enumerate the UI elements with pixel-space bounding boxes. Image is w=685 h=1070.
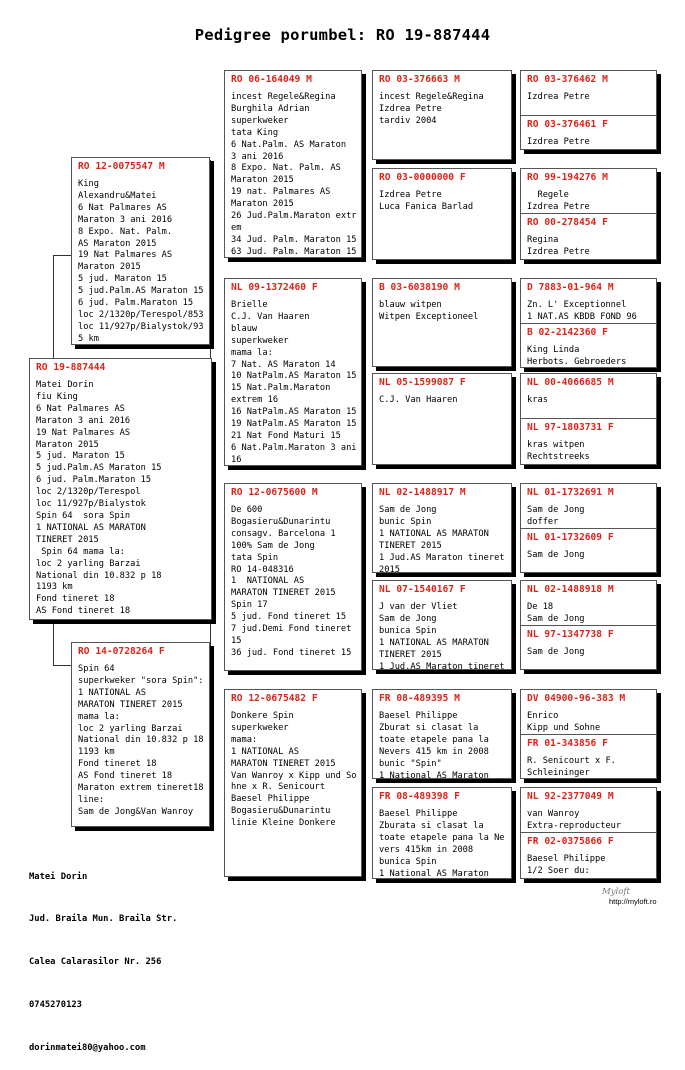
grandparent-card-2-line: 15 Nat.Palm.Maraton: [231, 383, 331, 394]
great-great-grandparents-1-male-ring[interactable]: RO 03-376462 M: [527, 74, 608, 85]
great-grandparent-card-8-line: bunica Spin: [379, 856, 437, 867]
great-grandparent-card-6-line: Sam de Jong: [379, 613, 437, 624]
grandparent-card-3-line: RO 14-048316: [231, 564, 294, 575]
owner-phone: 0745270123: [29, 1000, 82, 1011]
great-grandparent-card-6-ring[interactable]: NL 07-1540167 F: [379, 584, 466, 595]
grandparent-card-2-line: extrem 16: [231, 395, 279, 406]
great-great-grandparents-8-male: [521, 788, 656, 832]
great-grandparent-card-7: [372, 689, 512, 779]
great-great-grandparents-7-female-details: [521, 756, 656, 779]
grandparent-card-3-line: De 600: [231, 505, 263, 515]
subject-card-details: [30, 380, 211, 618]
great-great-grandparents-8-female-line: Baesel Philippe: [527, 854, 606, 864]
great-grandparent-card-4-details: [373, 395, 511, 407]
great-grandparent-card-4-ring[interactable]: NL 05-1599087 F: [379, 377, 466, 388]
great-grandparent-card-5-line: Sam de Jong: [379, 505, 437, 515]
great-great-grandparents-7-female-ring[interactable]: FR 01-343856 F: [527, 738, 608, 749]
connector-father-gp: [210, 160, 223, 360]
great-great-grandparents-4-female-line: Rechtstreeks: [527, 451, 590, 462]
grandparent-card-1-line: 34 Jud. Palm. Maraton 15: [231, 234, 357, 245]
great-grandparent-card-3-line: blauw witpen: [379, 300, 442, 310]
page-title: Pedigree porumbel: RO 19-887444: [194, 26, 491, 44]
great-grandparent-card-1-line: Izdrea Petre: [379, 103, 442, 114]
great-grandparent-card-2-line: Luca Fanica Barlad: [379, 201, 474, 212]
mother-card-line: Sam de Jong&Van Wanroy: [78, 806, 194, 817]
great-great-grandparents-6-female: [521, 626, 656, 659]
grandparent-card-2-line: 19 NatPalm.AS Maraton 15: [231, 419, 357, 430]
grandparent-card-4-line: Baesel Philippe: [231, 794, 310, 805]
mother-card-line: superkweker "sora Spin":: [78, 675, 204, 686]
grandparent-card-1-line: 19 nat. Palmares AS: [231, 187, 331, 198]
great-grandparent-card-5-line: bunic Spin: [379, 516, 432, 527]
great-great-grandparents-1-male-line: Izdrea Petre: [527, 92, 590, 102]
grandparent-card-2: [224, 278, 362, 466]
mother-card-line: MARATON TINERET 2015: [78, 699, 183, 710]
great-great-grandparents-7-female: [521, 735, 656, 779]
mother-card-line: Fond tineret 18: [78, 759, 157, 770]
grandparent-card-2-line: superkweker: [231, 335, 289, 346]
great-great-grandparents-3-female-details: [521, 345, 656, 368]
great-great-grandparents-7-male-details: [521, 711, 656, 735]
father-card-details: [72, 179, 209, 345]
father-card-line: Maraton 2015: [78, 262, 141, 273]
subject-card-line: 6 jud. Palm.Maraton 15: [36, 475, 152, 486]
great-great-grandparents-2-male-line: Regele: [527, 190, 569, 200]
great-great-grandparents-5-male-line: doffer: [527, 516, 559, 527]
grandparent-card-1-details: [225, 92, 361, 258]
great-grandparent-card-1: [372, 70, 512, 160]
great-great-grandparents-2-female-ring[interactable]: RO 00-278454 F: [527, 217, 608, 228]
great-great-grandparents-3-female-line: King Linda: [527, 345, 580, 355]
great-great-grandparents-5-female: [521, 529, 656, 562]
great-grandparent-card-5-details: [373, 505, 511, 573]
subject-card-line: Matei Dorin: [36, 380, 94, 390]
mother-card-line: AS Fond tineret 18: [78, 771, 173, 782]
grandparent-card-2-line: blauw: [231, 323, 258, 334]
subject-card-line: 1 NATIONAL AS MARATON: [36, 522, 146, 533]
great-great-grandparents-5-female-line: Sam de Jong: [527, 550, 585, 560]
grandparent-card-1-line: 8 Expo. Nat. Palm. AS: [231, 163, 341, 174]
great-great-grandparents-5-female-ring[interactable]: NL 01-1732609 F: [527, 532, 614, 543]
great-great-grandparents-4-female: [521, 419, 656, 464]
great-great-grandparents-7-female-line: R. Senicourt x F.: [527, 756, 616, 766]
grandparent-card-2-line: Brielle: [231, 300, 268, 310]
mother-card-details: [72, 664, 209, 819]
grandparent-card-2-ring[interactable]: NL 09-1372460 F: [231, 282, 318, 293]
mother-card: [71, 642, 210, 827]
grandparent-card-1-line: 63 Jud. Palm. Maraton 15: [231, 246, 357, 257]
grandparent-card-4-details: [225, 711, 361, 830]
great-great-grandparents-8-male-line: van Wanroy: [527, 809, 580, 819]
grandparent-card-1-line: 6 Nat.Palm. AS Maraton: [231, 139, 347, 150]
great-grandparent-card-6-line: bunica Spin: [379, 625, 437, 636]
grandparent-card-1-line: em: [231, 222, 242, 233]
great-great-grandparents-7-male-line: Enrico: [527, 711, 559, 721]
father-card-line: Maraton 3 ani 2016: [78, 214, 173, 225]
subject-card-ring[interactable]: RO 19-887444: [36, 362, 106, 373]
great-grandparent-card-8-details: [373, 809, 511, 879]
grandparent-card-4-line: linie Kleine Donkere: [231, 818, 336, 829]
grandparent-card-1-line: Maraton 2015: [231, 199, 294, 210]
great-grandparent-card-5-line: TINERET 2015: [379, 540, 442, 551]
father-card-line: King: [78, 179, 99, 189]
great-grandparent-card-5-line: 1 Jud.AS Maraton tineret: [379, 552, 505, 563]
subject-card-line: loc 2/1320p/Terespol: [36, 487, 141, 498]
great-great-grandparents-3-female: [521, 324, 656, 368]
father-card-line: 5 jud. Maraton 15: [78, 274, 167, 285]
great-grandparent-card-8-line: Zburata si clasat la: [379, 820, 484, 831]
great-great-grandparents-1: [520, 70, 657, 150]
great-great-grandparents-3-male-details: [521, 300, 656, 324]
subject-card-line: 1193 km: [36, 582, 73, 593]
grandparent-card-1-line: 26 Jud.Palm.Maraton extr: [231, 211, 357, 222]
great-great-grandparents-5-male: [521, 484, 656, 528]
mother-card-line: National din 10.832 p 18: [78, 735, 204, 746]
great-great-grandparents-4-male-ring[interactable]: NL 00-4066685 M: [527, 377, 614, 388]
owner-contact: [29, 841, 177, 1070]
father-card-line: loc 2/1320p/Terespol/853: [78, 309, 204, 320]
great-great-grandparents-2-male-details: [521, 190, 656, 214]
great-great-grandparents-8-male-details: [521, 809, 656, 833]
subject-card-line: National din 10.832 p 18: [36, 570, 162, 581]
great-grandparent-card-8-ring[interactable]: FR 08-489398 F: [379, 791, 460, 802]
grandparent-card-2-line: mama la:: [231, 347, 273, 358]
great-great-grandparents-2-male-line: Izdrea Petre: [527, 201, 590, 212]
great-grandparent-card-8-line: toate etapele pana la Ne: [379, 832, 505, 843]
great-grandparent-card-7-line: 1 National AS Maraton: [379, 770, 489, 779]
grandparent-card-3-line: 5 jud. Fond tineret 15: [231, 612, 347, 623]
great-great-grandparents-4: [520, 373, 657, 465]
great-grandparent-card-5-line: 1 NATIONAL AS MARATON: [379, 528, 489, 539]
grandparent-card-4-line: hne x R. Senicourt: [231, 782, 326, 793]
owner-email: dorinmatei80@yahoo.com: [29, 1043, 146, 1054]
great-grandparent-card-7-line: Zburat si clasat la: [379, 722, 479, 733]
great-great-grandparents-8-female-details: [521, 854, 656, 878]
great-grandparent-card-8-line: Baesel Philippe: [379, 809, 458, 819]
great-great-grandparents-3-male-line: Zn. L' Exceptionnel: [527, 300, 627, 310]
subject-card-line: Fond tineret 18: [36, 594, 115, 605]
great-grandparent-card-5-line: 2015: [379, 564, 400, 573]
father-card-line: 8 Expo. Nat. Palm.: [78, 226, 173, 237]
grandparent-card-3-details: [225, 505, 361, 660]
owner-address-line-1: Jud. Braila Mun. Braila Str.: [29, 914, 178, 925]
great-great-grandparents-2-female-line: Izdrea Petre: [527, 246, 590, 257]
grandparent-card-2-line: 10 NatPalm.AS Maraton 15: [231, 371, 357, 382]
great-great-grandparents-8-female: [521, 833, 656, 878]
great-great-grandparents-8-male-line: Extra-reproducteur: [527, 820, 622, 831]
subject-card-line: Maraton 3 ani 2016: [36, 415, 131, 426]
grandparent-card-3-line: 15: [231, 635, 242, 646]
great-great-grandparents-3-female-line: Herbots. Gebroeders: [527, 356, 627, 367]
great-great-grandparents-6-male-ring[interactable]: NL 02-1488918 M: [527, 584, 614, 595]
great-great-grandparents-6-female-line: Sam de Jong: [527, 647, 585, 657]
great-grandparent-card-5: [372, 483, 512, 573]
great-great-grandparents-8: [520, 787, 657, 879]
grandparent-card-4-line: mama:: [231, 734, 258, 745]
grandparent-card-2-line: 16 NatPalm.AS Maraton 15: [231, 407, 357, 418]
great-grandparent-card-8-line: vers 415km in 2008: [379, 844, 474, 855]
grandparent-card-1-line: superkweker: [231, 115, 289, 126]
great-grandparent-card-3-ring[interactable]: B 03-6038190 M: [379, 282, 460, 293]
great-great-grandparents-6-male-line: Sam de Jong: [527, 613, 585, 624]
grandparent-card-3-line: tata Spin: [231, 552, 279, 563]
great-great-grandparents-4-male: [521, 374, 656, 418]
great-great-grandparents-1-female: [521, 116, 656, 149]
grandparent-card-4-line: Bogasieru&Dunarintu: [231, 806, 331, 817]
great-great-grandparents-3: [520, 278, 657, 368]
great-great-grandparents-7-male: [521, 690, 656, 734]
great-grandparent-card-4-line: C.J. Van Haaren: [379, 395, 458, 405]
mother-card-line: 1 NATIONAL AS: [78, 687, 146, 698]
great-great-grandparents-1-female-ring[interactable]: RO 03-376461 F: [527, 119, 608, 130]
great-great-grandparents-4-female-line: kras witpen: [527, 440, 585, 450]
father-card-line: Alexandru&Matei: [78, 190, 157, 201]
grandparent-card-3-line: Bogasieru&Dunarintu: [231, 516, 331, 527]
grandparent-card-3-line: 7 jud.Demi Fond tineret: [231, 624, 352, 635]
great-grandparent-card-8-line: 1 National AS Maraton: [379, 868, 489, 879]
great-great-grandparents-2-female-line: Regina: [527, 235, 559, 245]
great-grandparent-card-7-details: [373, 711, 511, 779]
grandparent-card-3-line: 36 jud. Fond tineret 15: [231, 647, 352, 658]
subject-card-line: 5 jud. Maraton 15: [36, 451, 125, 462]
mother-card-line: line:: [78, 794, 105, 805]
great-great-grandparents-4-female-ring[interactable]: NL 97-1803731 F: [527, 422, 614, 433]
great-great-grandparents-5-female-details: [521, 550, 656, 562]
great-great-grandparents-3-male-line: 1 NAT.AS KBDB FOND 96: [527, 311, 637, 322]
great-great-grandparents-8-female-line: 1/2 Soer du:: [527, 865, 590, 876]
great-grandparent-card-7-line: Nevers 415 km in 2008: [379, 746, 489, 757]
grandparent-card-1-ring[interactable]: RO 06-164049 M: [231, 74, 312, 85]
great-great-grandparents-3-male: [521, 279, 656, 323]
great-grandparent-card-3-line: Witpen Exceptioneel: [379, 311, 479, 322]
great-great-grandparents-2-male: [521, 169, 656, 213]
great-great-grandparents-6-female-ring[interactable]: NL 97-1347738 F: [527, 629, 614, 640]
great-great-grandparents-1-female-line: Izdrea Petre: [527, 137, 590, 147]
father-card-line: 6 Nat Palmares AS: [78, 202, 167, 213]
father-card: [71, 157, 210, 345]
mother-card-line: loc 2 yarling Barzai: [78, 723, 183, 734]
grandparent-card-4-line: Van Wanroy x Kipp und So: [231, 770, 357, 781]
great-great-grandparents-5-male-details: [521, 505, 656, 529]
father-card-line: 5 jud.Palm.AS Maraton 15: [78, 286, 204, 297]
great-great-grandparents-7: [520, 689, 657, 779]
great-grandparent-card-8: [372, 787, 512, 879]
connector-subject-to-mother: [53, 665, 71, 666]
great-grandparent-card-7-line: Baesel Philippe: [379, 711, 458, 721]
great-grandparent-card-6-line: 1 NATIONAL AS MARATON: [379, 637, 489, 648]
subject-card-line: 19 Nat Palmares AS: [36, 427, 131, 438]
grandparent-card-2-line: 21 Nat Fond Maturi 15: [231, 430, 341, 441]
mother-card-line: Maraton extrem tineret18: [78, 783, 204, 794]
owner-address-line-2: Calea Calarasilor Nr. 256: [29, 957, 162, 968]
great-great-grandparents-6: [520, 580, 657, 670]
grandparent-card-1: [224, 70, 362, 258]
great-grandparent-card-4: [372, 373, 512, 465]
father-card-line: 5 km: [78, 333, 99, 344]
great-great-grandparents-4-male-line: kras: [527, 395, 548, 405]
great-great-grandparents-4-male-details: [521, 395, 656, 407]
grandparent-card-2-line: C.J. Van Haaren: [231, 311, 310, 322]
grandparent-card-4-line: MARATON TINERET 2015: [231, 758, 336, 769]
connector-subject-to-father: [53, 255, 71, 256]
great-great-grandparents-7-male-line: Kipp und Sohne: [527, 722, 601, 733]
grandparent-card-3-line: MARATON TINERET 2015: [231, 588, 336, 599]
great-great-grandparents-6-male-details: [521, 602, 656, 626]
great-grandparent-card-7-line: bunic "Spin": [379, 758, 442, 769]
great-grandparent-card-1-ring[interactable]: RO 03-376663 M: [379, 74, 460, 85]
website-url[interactable]: http://myloft.ro: [609, 897, 657, 906]
great-grandparent-card-1-details: [373, 92, 511, 128]
great-great-grandparents-1-male-details: [521, 92, 656, 104]
great-great-grandparents-3-female-ring[interactable]: B 02-2142360 F: [527, 327, 608, 338]
myloft-logo: Myloft: [602, 887, 630, 897]
grandparent-card-2-line: 16: [231, 454, 242, 465]
grandparent-card-2-line: 7 Nat. AS Maraton 14: [231, 359, 336, 370]
subject-card-line: Spin 64 sora Spin: [36, 510, 131, 521]
father-card-line: 6 jud. Palm.Maraton 15: [78, 298, 194, 309]
great-grandparent-card-6: [372, 580, 512, 670]
great-great-grandparents-6-male-line: De 18: [527, 602, 554, 612]
grandparent-card-2-line: 6 Nat.Palm.Maraton 3 ani: [231, 442, 357, 453]
great-grandparent-card-2-details: [373, 190, 511, 214]
great-grandparent-card-7-line: toate etapele pana la: [379, 734, 489, 745]
grandparent-card-4: [224, 689, 362, 877]
great-grandparent-card-6-line: J van der Vliet: [379, 602, 458, 612]
great-great-grandparents-5-male-ring[interactable]: NL 01-1732691 M: [527, 487, 614, 498]
great-great-grandparents-8-female-ring[interactable]: FR 02-0375866 F: [527, 836, 614, 847]
great-grandparent-card-3: [372, 278, 512, 367]
grandparent-card-3-line: 1 NATIONAL AS: [231, 576, 305, 587]
great-great-grandparents-2-female-details: [521, 235, 656, 259]
grandparent-card-3-line: 100% Sam de Jong: [231, 540, 315, 551]
grandparent-card-4-line: superkweker: [231, 722, 289, 733]
subject-card: [29, 358, 212, 620]
mother-card-line: 1193 km: [78, 747, 115, 758]
great-grandparent-card-6-line: TINERET 2015: [379, 649, 442, 660]
great-great-grandparents-5-male-line: Sam de Jong: [527, 505, 585, 515]
subject-card-line: 6 Nat Palmares AS: [36, 403, 125, 414]
father-card-line: 19 Nat Palmares AS: [78, 250, 173, 261]
grandparent-card-1-line: incest Regele&Regina: [231, 92, 336, 102]
grandparent-card-3-line: Spin 17: [231, 600, 268, 611]
great-great-grandparents-1-male: [521, 71, 656, 115]
subject-card-line: 5 jud.Palm.AS Maraton 15: [36, 463, 162, 474]
great-grandparent-card-7-ring[interactable]: FR 08-489395 M: [379, 693, 460, 704]
great-great-grandparents-2: [520, 168, 657, 260]
great-grandparent-card-2-line: Izdrea Petre: [379, 190, 442, 200]
great-great-grandparents-4-female-details: [521, 440, 656, 464]
mother-card-line: Spin 64: [78, 664, 115, 674]
grandparent-card-1-line: Maraton 2015: [231, 175, 294, 186]
subject-card-line: Spin 64 mama la:: [36, 546, 125, 557]
mother-card-ring[interactable]: RO 14-0728264 F: [78, 646, 165, 657]
great-great-grandparents-2-female: [521, 214, 656, 259]
father-card-line: AS Maraton 2015: [78, 238, 157, 249]
great-grandparent-card-3-details: [373, 300, 511, 324]
grandparent-card-4-line: Donkere Spin: [231, 711, 294, 721]
grandparent-card-3: [224, 483, 362, 671]
subject-card-line: loc 11/927p/Bialystok: [36, 499, 146, 510]
grandparent-card-2-details: [225, 300, 361, 466]
subject-card-line: TINERET 2015: [36, 534, 99, 545]
great-grandparent-card-6-details: [373, 602, 511, 670]
great-grandparent-card-6-line: 1 Jud.AS Maraton tineret: [379, 661, 505, 670]
grandparent-card-4-line: 1 NATIONAL AS: [231, 746, 299, 757]
grandparent-card-1-line: 3 ani 2016: [231, 151, 284, 162]
great-great-grandparents-1-female-details: [521, 137, 656, 149]
grandparent-card-1-line: Burghila Adrian: [231, 103, 310, 114]
grandparent-card-3-ring[interactable]: RO 12-0675600 M: [231, 487, 318, 498]
great-great-grandparents-3-male-ring[interactable]: D 7883-01-964 M: [527, 282, 614, 293]
great-great-grandparents-7-male-ring[interactable]: DV 04900-96-383 M: [527, 693, 626, 704]
great-grandparent-card-2-ring[interactable]: RO 03-0000000 F: [379, 172, 466, 183]
great-great-grandparents-6-male: [521, 581, 656, 625]
great-great-grandparents-5: [520, 483, 657, 573]
subject-card-line: loc 2 yarling Barzai: [36, 558, 141, 569]
subject-card-line: fiu King: [36, 391, 78, 402]
mother-card-line: mama la:: [78, 711, 120, 722]
grandparent-card-1-line: tata King: [231, 127, 279, 138]
owner-name: Matei Dorin: [29, 871, 88, 882]
great-grandparent-card-1-line: incest Regele&Regina: [379, 92, 484, 102]
great-great-grandparents-7-female-line: Schleininger: [527, 767, 590, 778]
great-great-grandparents-2-male-ring[interactable]: RO 99-194276 M: [527, 172, 608, 183]
great-great-grandparents-6-female-details: [521, 647, 656, 659]
subject-card-line: AS Fond tineret 18: [36, 606, 131, 617]
great-grandparent-card-1-line: tardiv 2004: [379, 115, 437, 126]
father-card-line: loc 11/927p/Bialystok/93: [78, 321, 204, 332]
subject-card-line: Maraton 2015: [36, 439, 99, 450]
grandparent-card-3-line: consagv. Barcelona 1: [231, 528, 336, 539]
great-grandparent-card-5-ring[interactable]: NL 02-1488917 M: [379, 487, 466, 498]
great-grandparent-card-2: [372, 168, 512, 260]
father-card-ring[interactable]: RO 12-0075547 M: [78, 161, 165, 172]
grandparent-card-4-ring[interactable]: RO 12-0675482 F: [231, 693, 318, 704]
great-great-grandparents-8-male-ring[interactable]: NL 92-2377049 M: [527, 791, 614, 802]
